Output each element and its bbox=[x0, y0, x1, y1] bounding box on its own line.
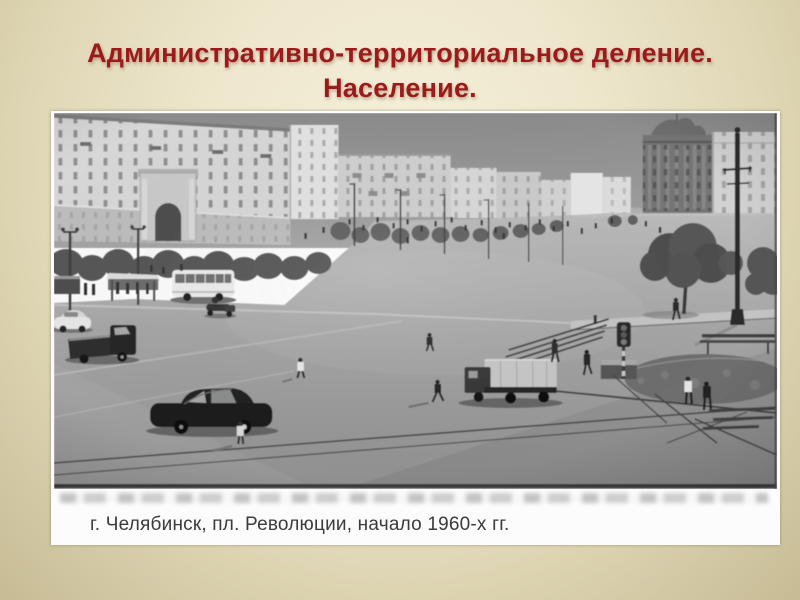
ghost-text-band bbox=[60, 493, 768, 503]
photo-frame bbox=[51, 111, 780, 545]
slide-title-line1: Административно-территориальное деление. bbox=[87, 38, 713, 68]
slide-title bbox=[0, 36, 800, 106]
slide-title-line2: Население. bbox=[323, 73, 477, 104]
photo-chelyabinsk-revolution-square bbox=[54, 113, 777, 489]
photo-caption: г. Челябинск, пл. Революции, начало 1960-х гг. bbox=[90, 514, 510, 535]
